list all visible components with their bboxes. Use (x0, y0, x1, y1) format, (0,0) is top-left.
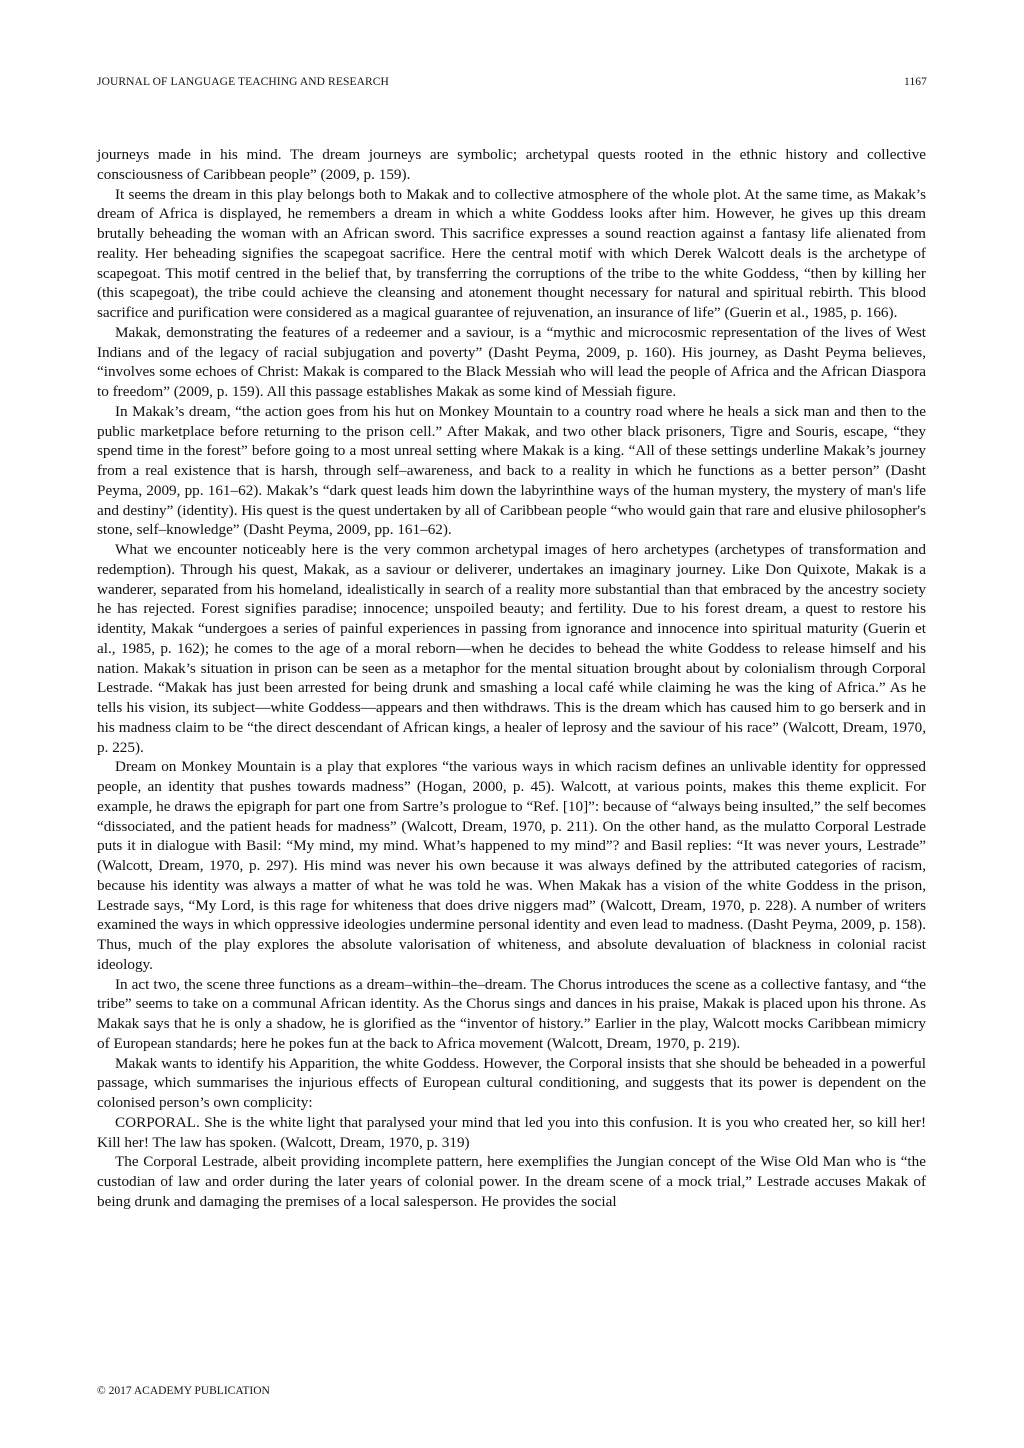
paragraph-3: Makak, demonstrating the features of a redeemer and a saviour, is a “mythic and microcosmic representation of the lives of West Indians and of the legacy of racial subjugation and poverty” (Dasht Peyma, 2009, p. 160). His journey, as Dasht Peyma believes, “involves some echoes of Christ: Makak is compared to the Black Messiah who will lead the people of Africa and the African Diaspora to freedom” (2009, p. 159). All this passage establishes Makak as some kind of Messiah figure. (97, 323, 926, 400)
journal-title: JOURNAL OF LANGUAGE TEACHING AND RESEARCH (97, 76, 389, 88)
paragraph-6: Dream on Monkey Mountain is a play that explores “the various ways in which racism defines an unlivable identity for oppressed people, an identity that pushes towards madness” (Hogan, 2000, p. 45). Walcott, at various points, makes this theme explicit. For example, he draws the epigraph for part one from Sartre’s prologue to “Ref. [10]”: because of “always being insulted,” the self becomes “dissociated, and the patient heads for madness” (Walcott, Dream, 1970, p. 211). On the other hand, as the mulatto Corporal Lestrade puts it in dialogue with Basil: “My mind, my mind. What’s happened to my mind”? and Basil replies: “It was never yours, Lestrade” (Walcott, Dream, 1970, p. 297). His mind was never his own because it was always defined by the attributed categories of racism, because his identity was always a matter of what he was told he was. When Makak has a vision of the white Goddess in the prison, Lestrade says, “My Lord, is this rage for whiteness that does drive niggers mad” (Walcott, Dream, 1970, p. 228). A number of writers examined the ways in which oppressive ideologies undermine personal identity and even lead to madness. (Dasht Peyma, 2009, p. 158). Thus, much of the play explores the absolute valorisation of whiteness, and absolute devaluation of blackness in colonial racist ideology. (97, 758, 926, 973)
article-body (97, 145, 926, 1212)
paragraph-10: The Corporal Lestrade, albeit providing incomplete pattern, here exemplifies the Jungian concept of the Wise Old Man who is “the custodian of law and order during the later years of colonial power. In the dream scene of a mock trial,” Lestrade accuses Makak of being drunk and damaging the premises of a local salesperson. He provides the social (97, 1153, 926, 1210)
paragraph-1: journeys made in his mind. The dream journeys are symbolic; archetypal quests rooted in the ethnic history and collective consciousness of Caribbean people” (2009, p. 159). (97, 146, 926, 183)
page-number: 1167 (904, 76, 927, 88)
paragraph-8: Makak wants to identify his Apparition, the white Goddess. However, the Corporal insists that she should be beheaded in a powerful passage, which summarises the injurious effects of European cultural conditioning, and suggests that its power is dependent on the colonised person’s own complicity: (97, 1054, 926, 1111)
running-header (97, 74, 927, 90)
quoted-dialogue: CORPORAL. She is the white light that paralysed your mind that led you into this confusion. It is you who created her, so kill her! Kill her! The law has spoken. (Walcott, Dream, 1970, p. 319) (97, 1113, 926, 1151)
paragraph-5: What we encounter noticeably here is the very common archetypal images of hero archetypes (archetypes of transformation and redemption). Through his quest, Makak, as a saviour or deliverer, undertakes an imaginary journey. Like Don Quixote, Makak is a wanderer, separated from his homeland, idealistically in search of a reality more substantial than that embraced by the ancestry society he has rejected. Forest signifies paradise; innocence; unspoiled beauty; and fertility. Due to his forest dream, a quest to restore his identity, Makak “undergoes a series of painful experiences in passing from ignorance and innocence into spiritual maturity (Guerin et al., 1985, p. 162); he comes to the age of a moral reborn—when he decides to behead the white Goddess to release himself and his nation. Makak’s situation in prison can be seen as a metaphor for the mental situation brought about by colonialism through Corporal Lestrade. “Makak has just been arrested for being drunk and smashing a local café while claiming he was the king of Africa.” As he tells his vision, its subject—white Goddess—appears and then withdraws. This is the dream which has caused him to go berserk and in his madness claim to be “the direct descendant of African kings, a healer of leprosy and the saviour of his race” (Walcott, Dream, 1970, p. 225). (97, 541, 926, 756)
paragraph-7: In act two, the scene three functions as a dream–within–the–dream. The Chorus introduces the scene as a collective fantasy, and “the tribe” seems to take on a communal African identity. As the Chorus sings and dances in his praise, Makak is placed upon his throne. As Makak says that he is only a shadow, he is glorified as the “inventor of history.” Earlier in the play, Walcott mocks Caribbean mimicry of European standards; here he pokes fun at the back to Africa movement (Walcott, Dream, 1970, p. 219). (97, 975, 926, 1052)
paragraph-2: It seems the dream in this play belongs both to Makak and to collective atmosphere of the whole plot. At the same time, as Makak’s dream of Africa is displayed, he remembers a dream in which a white Goddess looks after him. However, he gives up this dream brutally beheading the woman with an African sword. This sacrifice expresses a sound reaction against a fantasy life alienated from reality. Her beheading signifies the scapegoat sacrifice. Here the central motif with which Derek Walcott deals is the archetype of scapegoat. This motif centred in the belief that, by transferring the corruptions of the tribe to the white Goddess, “then by killing her (this scapegoat), the tribe could achieve the cleansing and atonement thought necessary for natural and spiritual rebirth. This blood sacrifice and purification were considered as a magical guarantee of rejuvenation, an insurance of life” (Guerin et al., 1985, p. 166). (97, 185, 926, 321)
paragraph-4: In Makak’s dream, “the action goes from his hut on Monkey Mountain to a country road where he heals a sick man and then to the public marketplace before returning to the prison cell.” After Makak, and two other black prisoners, Tigre and Souris, escape, “they spend time in the forest” before going to a most unreal setting where Makak is a king. “All of these settings underline Makak’s journey from a real existence that is harsh, through self–awareness, and back to a reality in which he functions as a better person” (Dasht Peyma, 2009, pp. 161–62). Makak’s “dark quest leads him down the labyrinthine ways of the human mystery, the mystery of man's life and destiny” (identity). His quest is the quest undertaken by all of Caribbean people “who would gain that rare and elusive philosopher's stone, self–knowledge” (Dasht Peyma, 2009, pp. 161–62). (97, 402, 926, 539)
page-footer (97, 1383, 270, 1399)
copyright-notice: © 2017 ACADEMY PUBLICATION (97, 1385, 270, 1397)
